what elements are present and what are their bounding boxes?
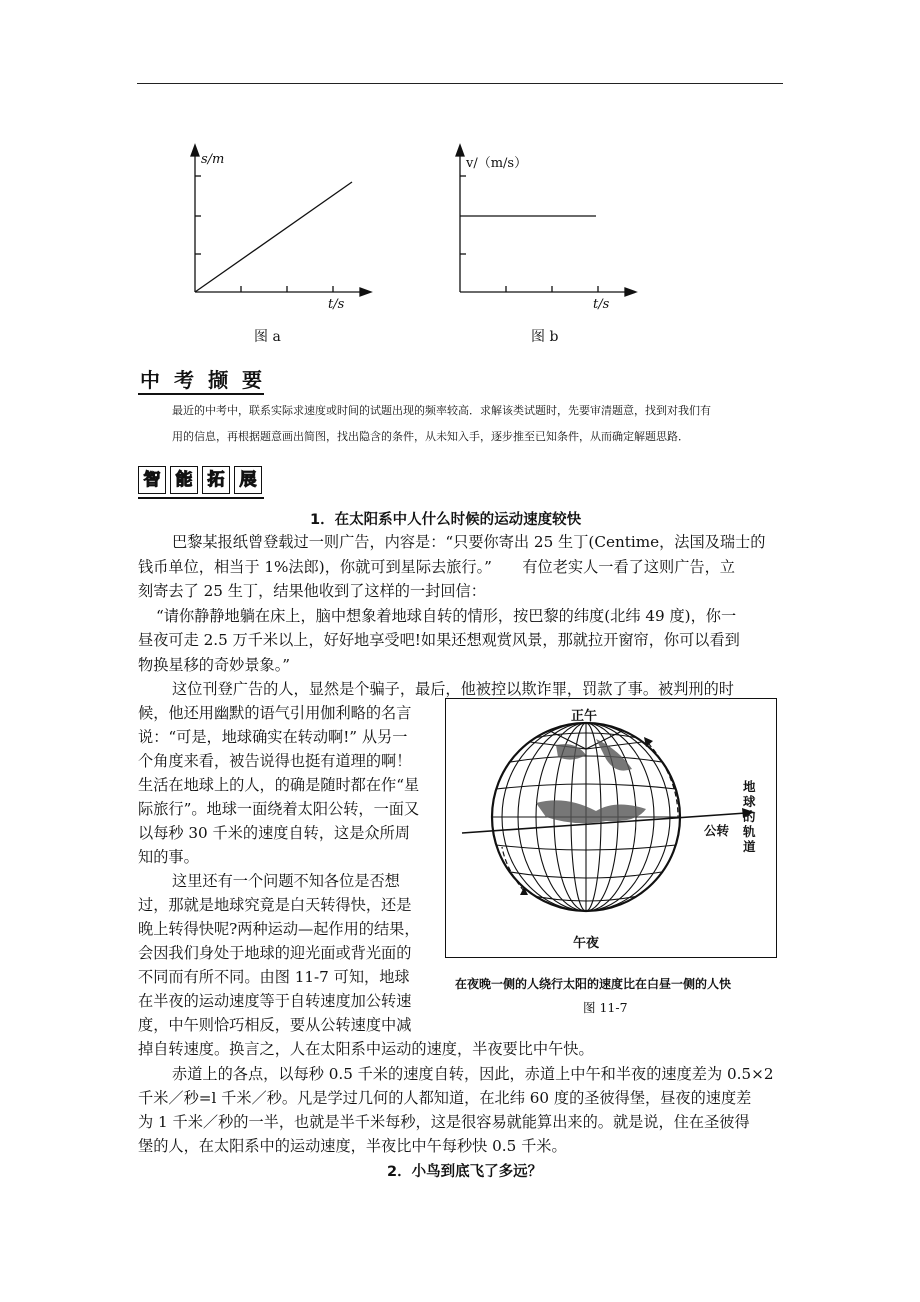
paragraph-line: 掉自转速度。换言之，人在太阳系中运动的速度，半夜要比中午快。 [138,1040,594,1058]
paragraph-line: 物换星移的奇妙景象。” [138,656,291,674]
header-rule [137,83,783,84]
paragraph-line: 这位刊登广告的人，显然是个骗子，最后，他被控以欺诈罪，罚款了事。被判刑的时 [172,680,734,698]
paragraph-line: 赤道上的各点，以每秒 0.5 千米的速度自转，因此，赤道上中午和半夜的速度差为 0.5×2 [172,1065,774,1083]
section-char-box: 智 [138,466,166,494]
summary-line-2: 用的信息，再根据题意画出简图，找出隐含的条件，从未知入手，逐步推至已知条件，从而确定解题思路． [172,430,689,443]
graph-b-x-arrow [625,288,636,296]
label-midnight: 午夜 [573,936,600,951]
paragraph-line: 为 1 千米／秒的一半，也就是半千米每秒，这是很容易就能算出来的。就是说，住在圣彼得 [138,1113,750,1131]
graph-b-y-label: v/（m/s） [466,156,528,171]
section-char-box: 展 [234,466,262,494]
label-noon: 正午 [571,709,598,724]
graph-a-line [195,182,352,292]
paragraph-line: 际旅行”。地球一面绕着太阳公转，一面又 [138,800,420,818]
article-1-title: 1．在太阳系中人什么时候的运动速度较快 [310,512,582,528]
paragraph-line: 过，那就是地球究竟是白天转得快，还是 [138,896,412,914]
paragraph-line: 个角度来看，被告说得也挺有道理的啊！ [138,752,412,770]
figure-number: 图 11-7 [583,1000,628,1015]
paragraph-line: 不同而有所不同。由图 11-7 可知，地球 [138,968,410,986]
paragraph-line: “请你静静地躺在床上，脑中想象着地球自转的情形，按巴黎的纬度(北纬 49 度)，你一 [156,607,737,625]
paragraph-line: 说：“可是，地球确实在转动啊!” 从另一 [138,728,408,746]
section-char-box: 拓 [202,466,230,494]
section-title-underline [138,393,264,395]
paragraph-line: 知的事。 [138,848,199,866]
paragraph-line: 钱币单位，相当于 1%法郎)，你就可到星际去旅行。” 有位老实人一看了这则广告，立 [138,558,735,576]
label-revolution: 公转 [704,823,730,838]
paragraph-line: 昼夜可走 2.5 万千米以上，好好地享受吧!如果还想观赏风景，那就拉开窗帘，你可以看到 [138,631,740,649]
paragraph-line: 以每秒 30 千米的速度自转，这是众所周 [138,824,410,842]
paragraph-line: 晚上转得快呢?两种运动—起作用的结果， [138,920,420,938]
graph-a-y-label: s/m [201,152,225,167]
graph-a-x-label: t/s [328,297,345,312]
paragraph-line: 度，中午则恰巧相反，要从公转速度中减 [138,1016,412,1034]
section-char-box: 能 [170,466,198,494]
section-title-underline [138,497,264,499]
paragraph-line: 这里还有一个问题不知各位是否想 [172,872,400,890]
earth-orbit-figure [445,698,777,958]
figure-caption: 在夜晚一侧的人绕行太阳的速度比在白昼一侧的人快 [455,977,732,991]
summary-line-1: 最近的中考中，联系实际求速度或时间的试题出现的频率较高．求解该类试题时，先要审清题意，找到对我们有 [172,404,711,417]
paragraph-line: 候，他还用幽默的语气引用伽利略的名言 [138,704,412,722]
section-title-exam-summary: 中考撷要 [140,368,276,392]
paragraph-line: 巴黎某报纸曾登载过一则广告，内容是：“只要你寄出 25 生丁(Centime，法国及瑞士的 [172,533,766,551]
paragraph-line: 在半夜的运动速度等于自转速度加公转速 [138,992,412,1010]
graph-a-caption: 图 a [254,329,281,345]
graph-b-x-label: t/s [593,297,610,312]
paragraph-line: 千米／秒=l 千米／秒。凡是学过几何的人都知道，在北纬 60 度的圣彼得堡，昼夜的速度差 [138,1089,752,1107]
article-2-title: 2．小鸟到底飞了多远？ [387,1164,543,1180]
paragraph-line: 刻寄去了 25 生丁，结果他收到了这样的一封回信： [138,582,486,600]
graph-b-caption: 图 b [531,329,559,345]
label-earth-orbit: 地球的轨道 [743,779,756,854]
paragraph-line: 生活在地球上的人，的确是随时都在作“星 [138,776,420,794]
paragraph-line: 堡的人，在太阳系中的运动速度，半夜比中午每秒快 0.5 千米。 [138,1137,567,1155]
paragraph-line: 会因我们身处于地球的迎光面或背光面的 [138,944,412,962]
section-title-extension [138,466,262,494]
graph-a [175,140,375,320]
graph-a-x-arrow [360,288,371,296]
graph-b-y-arrow [456,145,464,156]
graph-a-y-arrow [191,145,199,156]
